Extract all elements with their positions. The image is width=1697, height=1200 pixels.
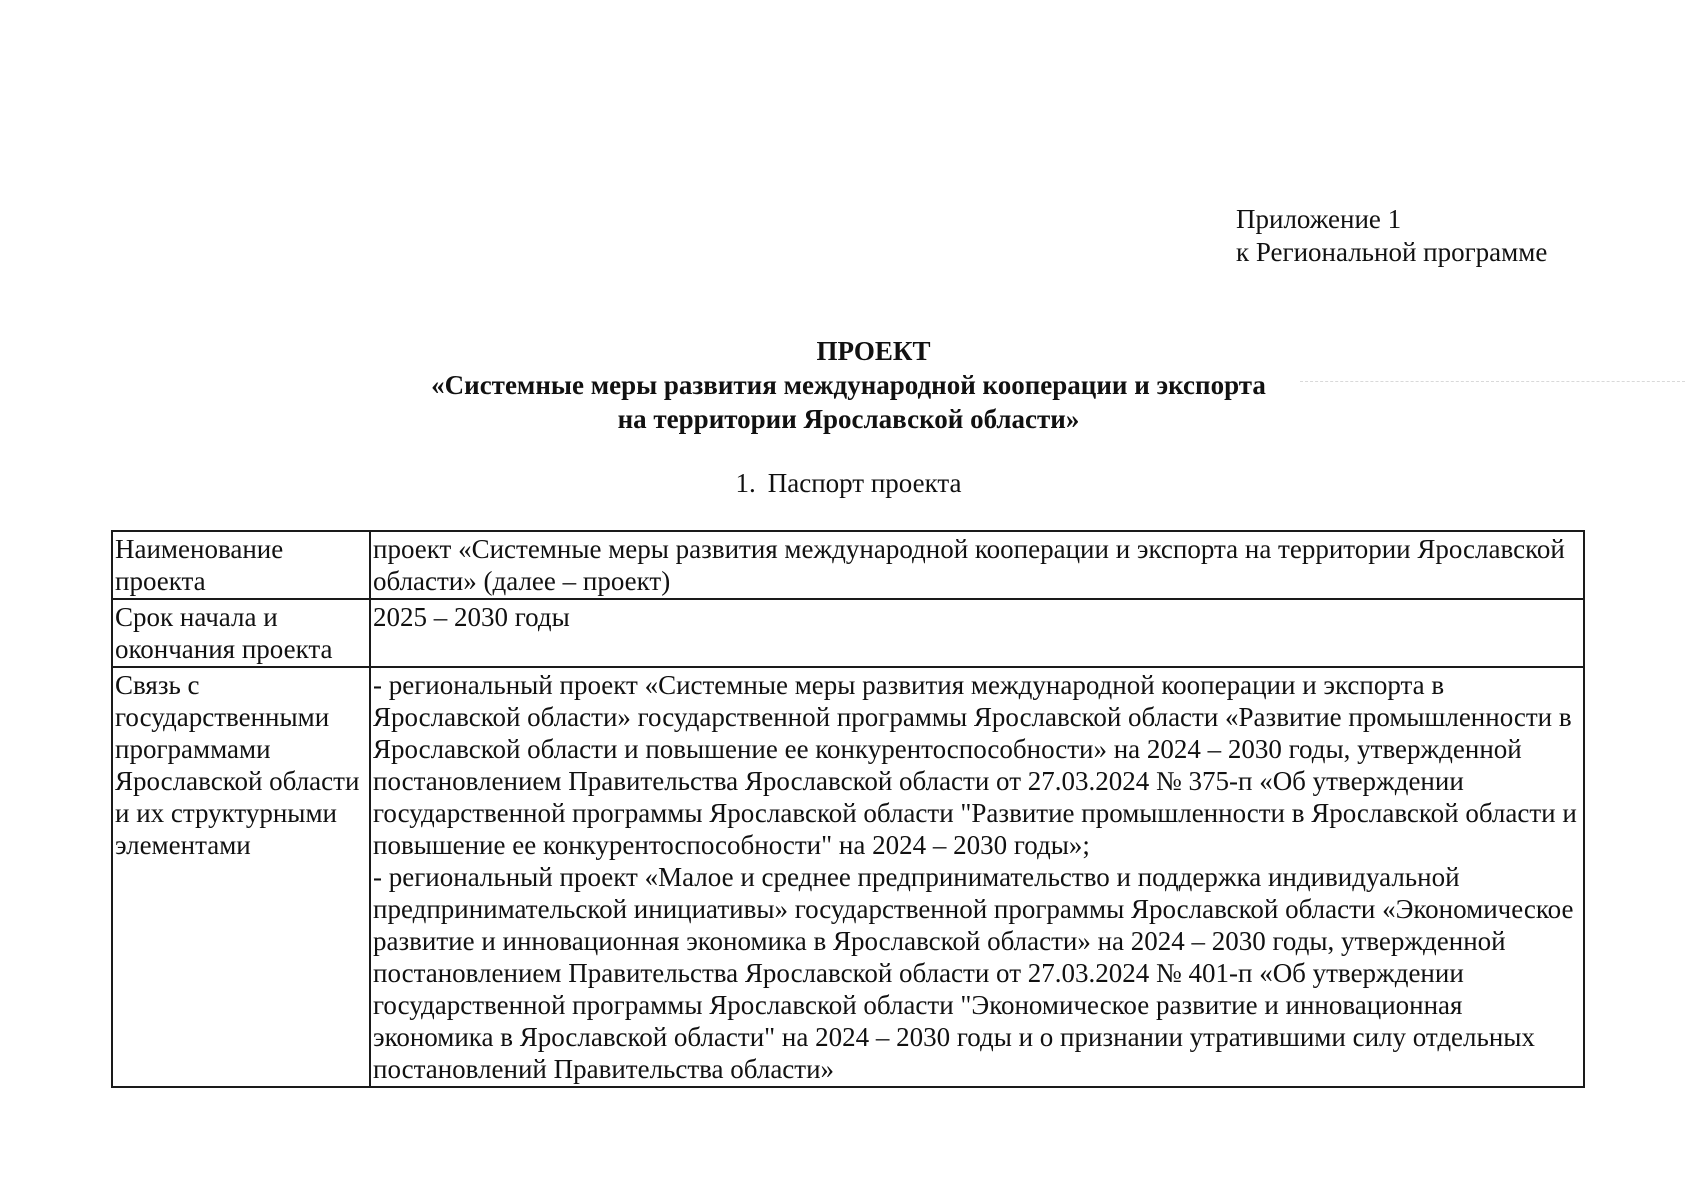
table-row	[112, 599, 1584, 667]
row-value-term	[370, 599, 1584, 667]
project-passport-table	[111, 530, 1585, 1088]
row-label-name: Наименование проекта	[112, 531, 370, 599]
section-number: 1.	[735, 468, 756, 498]
table-row	[112, 531, 1584, 599]
title-label: ПРОЕКТ	[816, 336, 931, 366]
section-heading	[0, 467, 1697, 500]
title-line-2: на территории Ярославской области»	[617, 404, 1080, 434]
row-value-paragraph: проект «Системные меры развития международной кооперации и экспорта на территории Ярославской области» (далее – проект)	[373, 534, 1565, 596]
title-line-1: «Системные меры развития международной кооперации и экспорта	[431, 370, 1266, 400]
row-value-paragraph: 2025 – 2030 годы	[373, 602, 570, 632]
appendix-line-2: к Региональной программе	[1236, 237, 1548, 267]
row-label-term: Срок начала и окончания проекта	[112, 599, 370, 667]
section-title: Паспорт проекта	[767, 468, 962, 498]
appendix-line-1: Приложение 1	[1236, 204, 1402, 234]
scan-artifact-line	[1300, 381, 1685, 382]
appendix-note	[1236, 203, 1547, 269]
document-title	[0, 334, 1697, 436]
row-value-paragraph: - региональный проект «Системные меры развития международной кооперации и экспорта в Ярославской области» государственной программы Ярославской области «Развитие промышленности в Ярославской области и повышение ее конкурентоспособности» на 2024 – 2030 годы, утвержденной постановлением Правительства Ярославской области от 27.03.2024 № 375-п «Об утверждении государственной программы Ярославской области "Развитие промышленности в Ярославской области и повышение ее конкурентоспособности" на 2024 – 2030 годы»;	[373, 670, 1577, 860]
row-label-links: Связь с государственными программами Ярославской области и их структурными элементами	[112, 667, 370, 1087]
row-value-links	[370, 667, 1584, 1087]
row-value-paragraph: - региональный проект «Малое и среднее предпринимательство и поддержка индивидуальной предпринимательской инициативы» государственной программы Ярославской области «Экономическое развитие и инновационная экономика в Ярославской области» на 2024 – 2030 годы, утвержденной постановлением Правительства Ярославской области от 27.03.2024 № 401-п «Об утверждении государственной программы Ярославской области "Экономическое развитие и инновационная экономика в Ярославской области" на 2024 – 2030 годы и о признании утратившими силу отдельных постановлений Правительства области»	[373, 862, 1574, 1084]
table-row	[112, 667, 1584, 1087]
row-value-name	[370, 531, 1584, 599]
